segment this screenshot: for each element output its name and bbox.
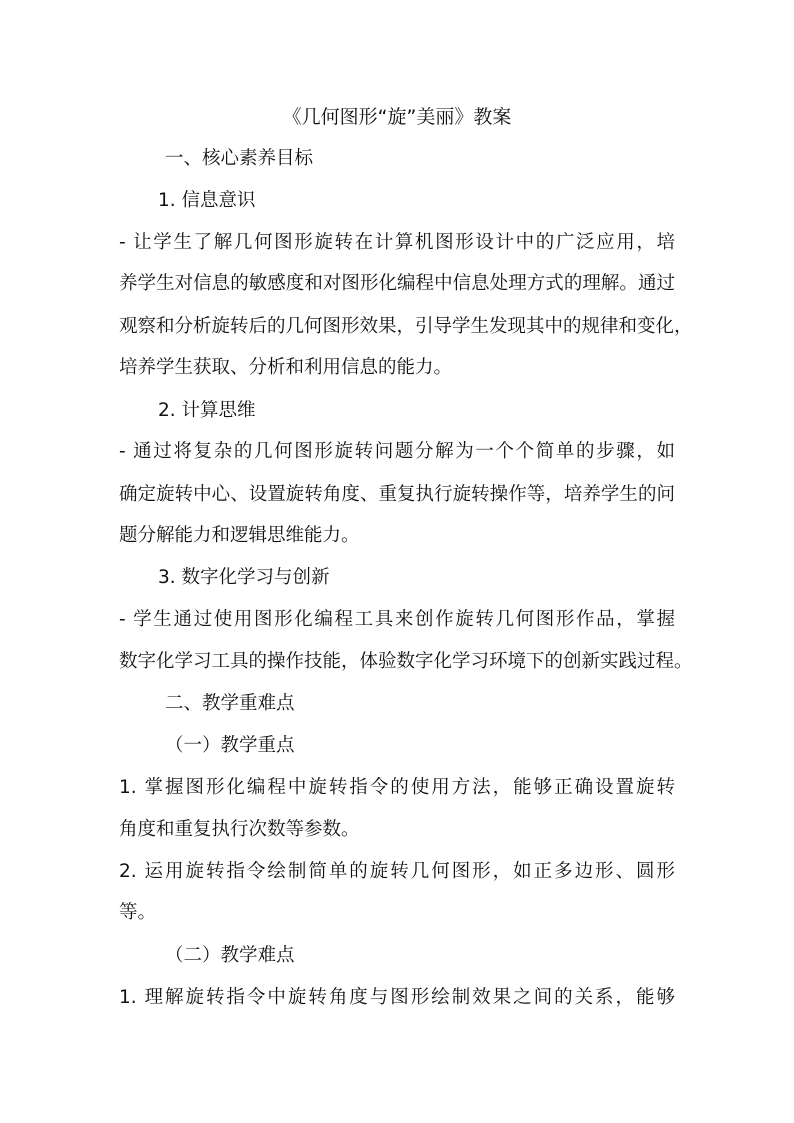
paragraph-line: 角度和重复执行次数等参数。 xyxy=(119,819,360,840)
document-title: 《几何图形“旋”美丽》教案 xyxy=(282,106,512,128)
section-heading-core-goals: 一、核心素养目标 xyxy=(165,148,314,169)
paragraph-line: 观察和分析旋转后的几何图形效果，引导学生发现其中的规律和变化， xyxy=(119,316,693,337)
paragraph-line: - 通过将复杂的几何图形旋转问题分解为一个个简单的步骤，如 xyxy=(119,441,675,462)
paragraph-line: 2. 运用旋转指令绘制简单的旋转几何图形，如正多边形、圆形 xyxy=(119,861,675,882)
paragraph-line: 1. 掌握图形化编程中旋转指令的使用方法，能够正确设置旋转 xyxy=(119,777,675,798)
subheading-info-awareness: 1. 信息意识 xyxy=(158,190,256,211)
paragraph-line: - 学生通过使用图形化编程工具来创作旋转几何图形作品，掌握 xyxy=(119,609,675,630)
paragraph-line: 培养学生获取、分析和利用信息的能力。 xyxy=(119,357,453,378)
paragraph-line: 1. 理解旋转指令中旋转角度与图形绘制效果之间的关系，能够 xyxy=(119,987,675,1008)
paragraph-line: 养学生对信息的敏感度和对图形化编程中信息处理方式的理解。通过 xyxy=(119,273,675,294)
subheading-digital-learning: 3. 数字化学习与创新 xyxy=(158,567,330,588)
paragraph-line: - 让学生了解几何图形旋转在计算机图形设计中的广泛应用，培 xyxy=(119,232,675,253)
subheading-teaching-difficulty: （二）教学难点 xyxy=(165,945,295,966)
paragraph-line: 确定旋转中心、设置旋转角度、重复执行旋转操作等，培养学生的问 xyxy=(119,484,675,505)
paragraph-line: 题分解能力和逻辑思维能力。 xyxy=(119,525,360,546)
subheading-teaching-focus: （一）教学重点 xyxy=(165,735,295,756)
paragraph-line: 数字化学习工具的操作技能，体验数字化学习环境下的创新实践过程。 xyxy=(119,651,693,672)
paragraph-line: 等。 xyxy=(119,902,157,923)
subheading-computational-thinking: 2. 计算思维 xyxy=(158,400,256,421)
section-heading-key-points: 二、教学重难点 xyxy=(165,693,295,714)
